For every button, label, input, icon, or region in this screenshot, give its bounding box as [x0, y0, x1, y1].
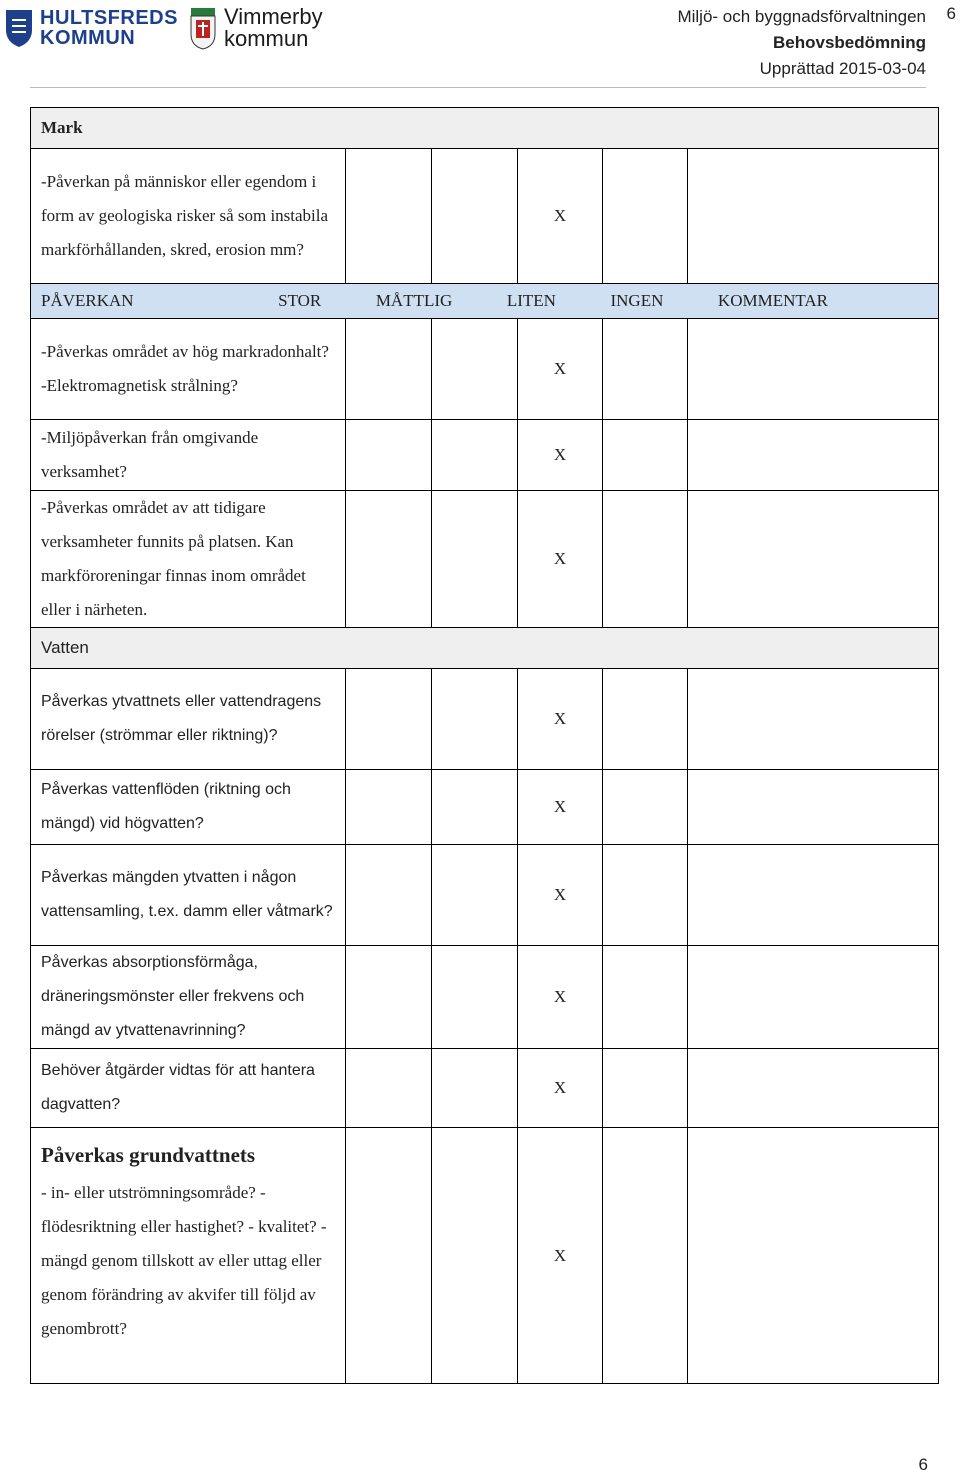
table-row [31, 420, 939, 491]
header-org: Miljö- och byggnadsförvaltningen [677, 7, 926, 26]
table-row [31, 845, 939, 946]
x-mark: X [518, 149, 603, 284]
section-title-mark: Mark [31, 108, 939, 149]
col-liten: LITEN [506, 291, 556, 310]
question: - in- eller utströmningsområde? - flödesriktning eller hastighet? - kvalitet? - mängd genom tillskott av eller uttag eller genom förändring av akvifer till följd av genombrott? [41, 1183, 327, 1338]
table-row [31, 319, 939, 420]
section-title-grundvatten: Påverkas grundvattnets [41, 1143, 256, 1167]
assessment-table [30, 107, 939, 1384]
logo1-line2: KOMMUN [40, 27, 136, 49]
vimmerby-logo [188, 6, 323, 50]
x-mark: X [518, 845, 603, 946]
question: -Påverkas området av hög markradonhalt? -Elektromagnetisk strålning? [31, 319, 346, 420]
section-vatten [31, 628, 939, 669]
header-doc: Behovsbedömning [772, 33, 926, 52]
question: Behöver åtgärder vidtas för att hantera dagvatten? [31, 1049, 346, 1128]
question: Påverkas mängden ytvatten i någon vattensamling, t.ex. damm eller våtmark? [31, 845, 346, 946]
col-ingen: INGEN [610, 291, 664, 310]
table-row [31, 491, 939, 628]
question: Påverkas absorptionsförmåga, dräneringsmönster eller frekvens och mängd av ytvattenavrinning? [31, 946, 346, 1049]
question: Påverkas vattenflöden (riktning och mängd) vid högvatten? [31, 770, 346, 845]
x-mark: X [518, 669, 603, 770]
table-row [31, 1049, 939, 1128]
table-row [31, 1128, 939, 1384]
footer-page-number: 6 [918, 1455, 928, 1474]
x-mark: X [518, 319, 603, 420]
table-row [31, 669, 939, 770]
logo1-line1: HULTSFREDS [40, 7, 178, 29]
question: -Påverkan på människor eller egendom i form av geologiska risker så som instabila markförhållanden, skred, erosion mm? [31, 149, 346, 284]
header-date: Upprättad 2015-03-04 [759, 59, 926, 78]
header-logos [4, 4, 323, 52]
vimmerby-crest-icon [188, 6, 218, 50]
question: -Påverkas området av att tidigare verksamheter funnits på platsen. Kan markföroreningar finnas inom området eller i närheten. [31, 491, 346, 628]
x-mark: X [518, 1128, 603, 1384]
question: -Miljöpåverkan från omgivande verksamhet? [31, 420, 346, 491]
hultsfred-logo [4, 8, 178, 48]
x-mark: X [518, 946, 603, 1049]
col-stor: STOR [278, 291, 322, 310]
section-title-vatten: Vatten [31, 628, 939, 669]
table-row [31, 770, 939, 845]
x-mark: X [518, 420, 603, 491]
table-row [31, 946, 939, 1049]
x-mark: X [518, 491, 603, 628]
hultsfred-shield-icon [4, 8, 34, 48]
table-row [31, 149, 939, 284]
header-info [677, 4, 926, 82]
x-mark: X [518, 1049, 603, 1128]
header-divider [30, 87, 926, 88]
header-page-number: 6 [946, 4, 956, 23]
col-paverkan: PÅVERKAN [41, 291, 134, 310]
section-mark [31, 108, 939, 149]
column-header-row [31, 284, 939, 319]
col-mattlig: MÅTTLIG [375, 291, 453, 310]
x-mark: X [518, 770, 603, 845]
col-kommentar: KOMMENTAR [717, 291, 829, 310]
question: Påverkas ytvattnets eller vattendragens rörelser (strömmar eller riktning)? [31, 669, 346, 770]
logo2-line2: kommun [223, 26, 309, 51]
logo2-line1: Vimmerby [223, 4, 323, 29]
